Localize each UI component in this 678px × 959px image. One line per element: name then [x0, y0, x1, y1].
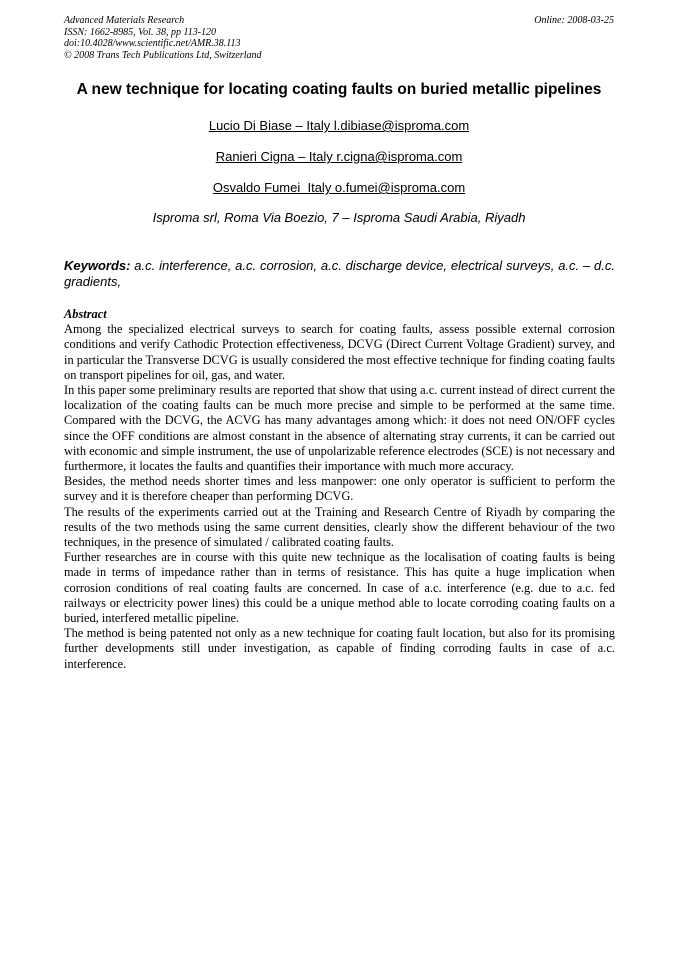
journal-issn: ISSN: 1662-8985, Vol. 38, pp 113-120 — [64, 26, 217, 38]
journal-copyright: © 2008 Trans Tech Publications Ltd, Switzerland — [64, 49, 262, 61]
abstract-heading: Abstract — [64, 307, 107, 321]
abstract-paragraph-2: In this paper some preliminary results are reported that show that using a.c. current instead of direct current the localization of the coating faults can be much more precise and simple to be performed at the same time. Compared with the DCVG, the ACVG has many advantages among which: it does not need ON/OFF cycles since the OFF conditions are almost constant in the absence of alternating stray currents, it can be carried out with economic and simple instrument, the use of unpolarizable reference electrodes (SCE) is not necessary and furthermore, it locates the faults and quantifies their importance with much more accuracy. — [64, 383, 615, 474]
abstract-section — [64, 307, 615, 672]
keywords — [64, 258, 615, 290]
abstract-paragraph-3: Besides, the method needs shorter times and less manpower: one only operator is sufficient to perform the survey and it is therefore cheaper than performing DCVG. — [64, 474, 615, 504]
author-2-text: Ranieri Cigna – Italy r.cigna@isproma.com — [215, 149, 463, 164]
online-date: Online: 2008-03-25 — [534, 15, 614, 26]
author-3 — [40, 180, 638, 196]
author-3-text: Osvaldo Fumei Italy o.fumei@isproma.com — [212, 180, 466, 195]
author-1-text: Lucio Di Biase – Italy l.dibiase@isproma.com — [208, 118, 470, 133]
journal-doi: doi:10.4028/www.scientific.net/AMR.38.113 — [64, 38, 241, 49]
abstract-paragraph-4: The results of the experiments carried out at the Training and Research Centre of Riyadh by comparing the results of the two methods using the same current densities, clearly show the different behaviour of the two techniques, in the presence of simulated / calibrated coating faults. — [64, 504, 615, 550]
author-1 — [40, 118, 638, 134]
abstract-paragraph-6: The method is being patented not only as a new technique for coating fault location, but also for its promising further developments still under investigation, as capable of finding corroding faults in case of a.c. interference. — [64, 626, 615, 671]
abstract-paragraph-5: Further researches are in course with this quite new technique as the localisation of coating faults is being made in terms of impedance rather than in terms of resistance. This has quite a huge implication when corrosion conditions of real coating faults are concerned. In case of a.c. interference (e.g. due to a.c. fed railways or electricity power lines) this could be a unique method able to locate corroding coating faults on a buried, interfered metallic pipeline. — [64, 550, 615, 626]
paper-title: A new technique for locating coating faults on buried metallic pipelines — [76, 81, 602, 98]
journal-header — [64, 15, 262, 61]
keywords-text: a.c. interference, a.c. corrosion, a.c. discharge device, electrical surveys, a.c. – d.c. gradients, — [64, 258, 615, 289]
author-2 — [40, 149, 638, 165]
abstract-paragraph-1: Among the specialized electrical surveys to search for coating faults, assess possible external corrosion conditions and verify Cathodic Protection effectiveness, DCVG (Direct Current Voltage Gradient) survey, and in particular the Transverse DCVG is usually considered the most effective technique for finding coating faults on transport pipelines for oil, gas, and water. — [64, 322, 615, 382]
journal-name: Advanced Materials Research — [64, 15, 185, 26]
keywords-label: Keywords: — [64, 258, 131, 273]
affiliation: Isproma srl, Roma Via Boezio, 7 – Isproma Saudi Arabia, Riyadh — [152, 210, 526, 225]
